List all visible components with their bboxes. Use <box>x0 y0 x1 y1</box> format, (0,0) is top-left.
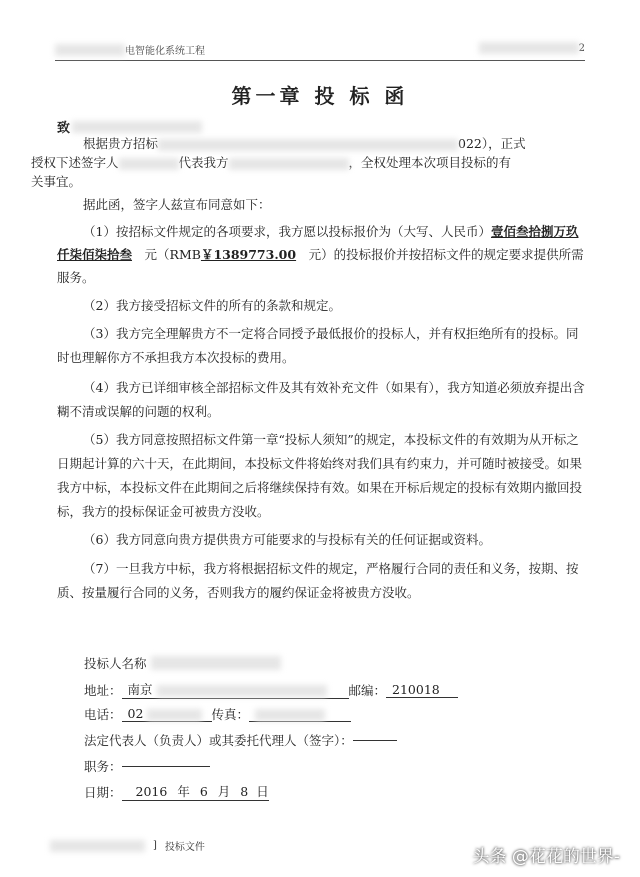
fax-label: 传真： <box>211 707 250 722</box>
item-1 <box>57 220 587 289</box>
intro-text: 授权下述签字人 <box>31 155 119 170</box>
address-field <box>122 680 349 699</box>
addressee-label: 致 <box>57 121 71 136</box>
redacted-block <box>229 158 349 170</box>
declaration: 据此函，签字人兹宣布同意如下： <box>83 197 271 212</box>
intro-text: ，全权处理本次项目投标的有 <box>348 155 512 170</box>
date-year-unit: 年 <box>177 784 190 799</box>
header-left <box>55 42 205 57</box>
date-year: 2016 <box>135 784 168 799</box>
date-day: 8 <box>240 784 249 799</box>
intro-text: 022），正式 <box>458 136 526 151</box>
redacted-block <box>255 709 325 721</box>
redacted-block <box>50 840 145 852</box>
phone-field <box>122 706 212 722</box>
item-5: （5）我方同意按照招标文件第一章“投标人须知”的规定，本投标文件的有效期为从开标之日期起计算的六十天，在此期间，本投标文件将始终对我们具有约束力，并可随时被接受。如果我方中标，本投标文件在此期间之后将继续保持有效。如果在开标后规定的投标有效期内撤回投标，我方的投标保证金可被贵方没收。 <box>57 432 583 519</box>
date-field <box>122 782 269 801</box>
redacted-block <box>151 656 281 670</box>
item-2: （2）我方接受招标文件的所有的条款和规定。 <box>83 298 341 313</box>
header-code: 2 <box>578 42 585 54</box>
legal-rep-signature-line <box>353 740 397 741</box>
address-label: 地址： <box>84 682 122 698</box>
position-label: 职务： <box>84 759 122 774</box>
footer-separator: ] <box>153 840 157 851</box>
footer-label: 投标文件 <box>164 842 205 853</box>
redacted-block <box>158 139 458 151</box>
item-1-text: （1）按招标文件规定的各项要求，我方愿以投标报价为（大写、人民币） <box>83 224 491 239</box>
intro-paragraph <box>31 134 587 191</box>
item-7: （7）一旦我方中标，我方将根据招标文件的规定，严格履行合同的责任和义务，按期、按质、按量履行合同的义务，否则我方的履约保证金将被贵方没收。 <box>57 561 579 600</box>
redacted-block <box>72 121 202 133</box>
position-row <box>84 757 210 775</box>
legal-rep-row <box>84 731 397 749</box>
header-right <box>479 42 585 54</box>
bidder-name-label: 投标人名称 <box>84 656 147 671</box>
phone-value: 02 <box>127 706 144 721</box>
bid-amount-number: ￥1389773.00 <box>200 247 297 262</box>
redacted-block <box>55 44 125 56</box>
postcode-value: 210018 <box>386 682 458 698</box>
bidder-name-row <box>84 654 281 672</box>
item-4: （4）我方已详细审核全部招标文件及其有效补充文件（如果有），我方知道必须放弃提出含糊不清或误解的问题的权利。 <box>57 380 585 419</box>
date-label: 日期： <box>84 784 122 800</box>
page-title: 第一章 投 标 函 <box>231 84 409 108</box>
address-value: 南京 <box>127 682 153 697</box>
date-row <box>84 782 269 801</box>
phone-row <box>84 705 351 723</box>
page-header <box>55 40 585 61</box>
postcode-label: 邮编： <box>348 682 387 698</box>
item-6: （6）我方同意向贵方提供贵方可能要求的与投标有关的任何证据或资料。 <box>83 532 491 547</box>
redacted-block <box>119 158 179 170</box>
item-1-text: 元（RMB <box>144 247 201 262</box>
intro-text: 根据贵方招标 <box>83 136 159 151</box>
legal-rep-label: 法定代表人（负责人）或其委托代理人（签字）： <box>84 733 353 748</box>
address-row <box>84 680 458 699</box>
redacted-block <box>157 685 327 697</box>
item-1-text: 元）的投标报价并按招标文件的规定要求提供所需服务。 <box>57 247 584 285</box>
intro-text: 关事宜。 <box>31 174 82 189</box>
header-project-title: 电智能化系统工程 <box>125 46 205 57</box>
fax-field <box>249 706 351 722</box>
watermark: 头条 @花花的世界- <box>472 847 620 867</box>
item-3: （3）我方完全理解贵方不一定将合同授予最低报价的投标人，并有权拒绝所有的投标。同时也理解你方不承担我方本次投标的费用。 <box>57 326 579 365</box>
phone-label: 电话： <box>84 707 122 722</box>
date-month-unit: 月 <box>217 784 231 799</box>
bid-amount-words: 壹佰叁拾捌万玖仟柒佰柒拾叁 <box>57 224 579 262</box>
position-field <box>122 766 210 767</box>
date-month: 6 <box>199 784 208 799</box>
redacted-block <box>147 709 202 721</box>
intro-text: 代表我方 <box>178 155 229 170</box>
page-footer <box>50 838 205 853</box>
redacted-block <box>479 42 579 54</box>
date-day-unit: 日 <box>256 784 269 799</box>
